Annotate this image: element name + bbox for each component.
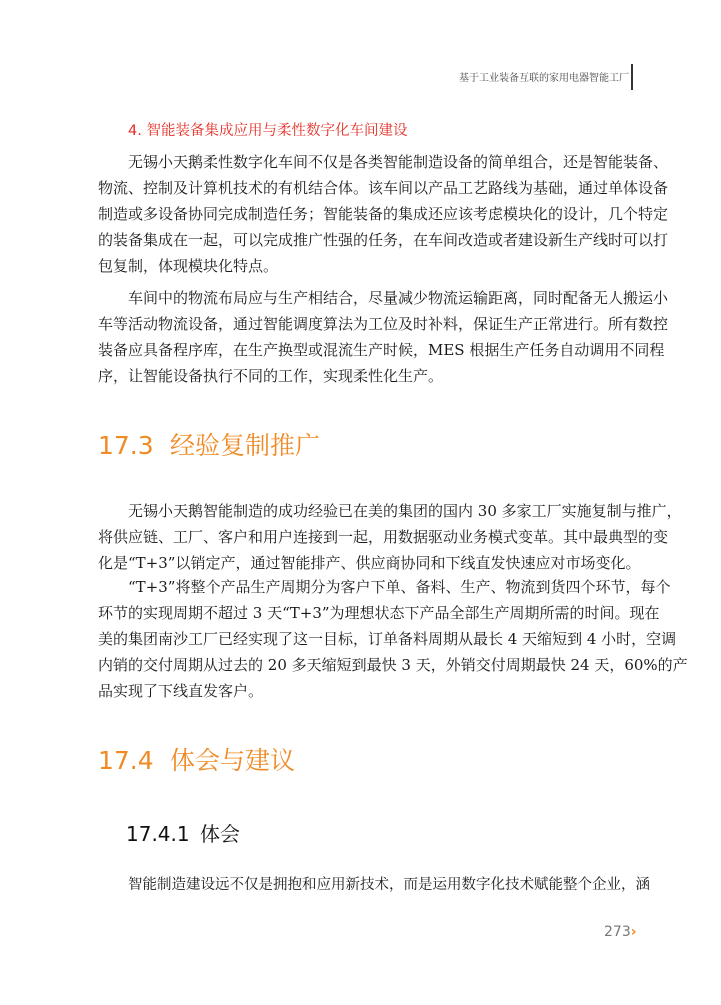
paragraph [98,498,682,576]
arrow-icon: › [630,924,637,940]
paragraph-line: 车等活动物流设备，通过智能调度算法为工位及时补料，保证生产正常进行。所有数控 [98,315,669,333]
section-heading-17-4 [98,741,295,777]
paragraph-line: 环节的实现周期不超过 3 天“T+3”为理想状态下产品全部生产周期所需的时间。现在 [98,604,660,622]
section-number: 17.3 [98,431,154,460]
paragraph-line: 装备应具备程序库，在生产换型或混流生产时候，MES 根据生产任务自动调用不同程 [98,341,665,359]
paragraph [98,285,669,389]
subsection-title: 体会 [200,822,240,846]
paragraph-line: 无锡小天鹅柔性数字化车间不仅是各类智能制造设备的简单组合，还是智能装备、 [128,153,669,171]
paragraph-line: 化是“T+3”以销定产，通过智能排产、供应商协同和下线直发快速应对市场变化。 [98,554,641,572]
paragraph-line: 制造或多设备协同完成制造任务；智能装备的集成还应该考虑模块化的设计，几个特定 [98,205,669,223]
paragraph-line: “T+3”将整个产品生产周期分为客户下单、备料、生产、物流到货四个环节，每个 [128,578,671,596]
paragraph-line: 将供应链、工厂、客户和用户连接到一起，用数据驱动业务模式变革。其中最典型的变 [98,528,669,546]
paragraph-line: 无锡小天鹅智能制造的成功经验已在美的集团的国内 30 多家工厂实施复制与推广， [128,502,682,520]
paragraph-line: 美的集团南沙工厂已经实现了这一目标，订单备料周期从最长 4 天缩短到 4 小时，空调 [98,630,677,648]
subsection-heading: 4. 智能装备集成应用与柔性数字化车间建设 [128,123,408,139]
paragraph-line: 的装备集成在一起，可以完成推广性强的任务，在车间改造或者建设新生产线时可以打 [98,231,669,249]
paragraph-line: 智能制造建设远不仅是拥抱和应用新技术，而是运用数字化技术赋能整个企业，涵 [128,877,650,893]
section-number: 17.4 [98,746,154,775]
paragraph-line: 包复制，体现模块化特点。 [98,257,279,275]
paragraph-line: 内销的交付周期从过去的 20 多天缩短到最快 3 天，外销交付周期最快 24 天，60%的产 [98,656,688,674]
running-header: 基于工业装备互联的家用电器智能工厂 [459,73,629,84]
subsection-number: 17.4.1 [126,822,190,846]
paragraph-line: 序，让智能设备执行不同的工作，实现柔性化生产。 [98,367,444,385]
paragraph [98,574,688,704]
section-heading-17-3 [98,426,320,462]
paragraph-line: 车间中的物流布局应与生产相结合，尽量减少物流运输距离，同时配备无人搬运小 [128,289,669,307]
section-title: 体会与建议 [170,746,296,775]
subsection-heading-17-4-1 [126,818,240,847]
paragraph [98,149,669,279]
section-title: 经验复制推广 [170,431,321,460]
paragraph-line: 物流、控制及计算机技术的有机结合体。该车间以产品工艺路线为基础，通过单体设备 [98,179,669,197]
page-number [604,924,637,940]
header-divider [631,64,633,90]
paragraph-line: 品实现了下线直发客户。 [98,682,264,700]
page-number-text: 273 [604,924,631,940]
